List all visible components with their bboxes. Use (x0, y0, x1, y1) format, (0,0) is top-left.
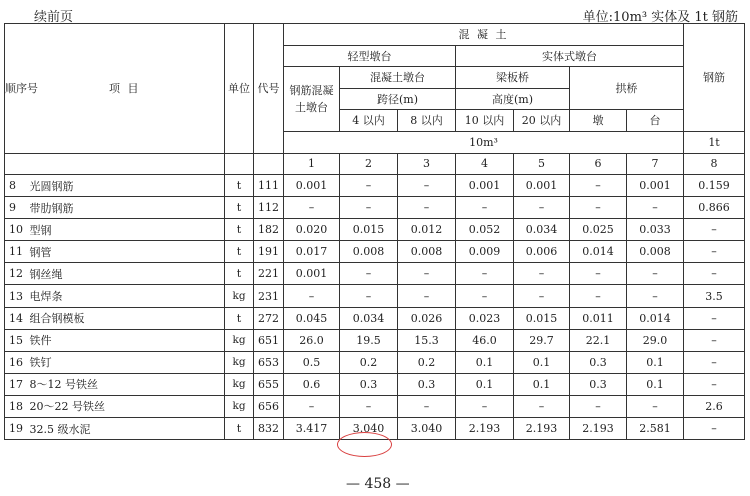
row-value: 0.866 (684, 197, 745, 219)
row-value: – (340, 175, 398, 197)
table-row (5, 175, 745, 197)
row-value: 0.1 (456, 373, 514, 395)
row-value: 0.001 (456, 175, 514, 197)
header-blank-code (254, 153, 284, 175)
row-value: 0.001 (627, 175, 684, 197)
row-item: 电焊条 (26, 285, 225, 307)
col-number: 2 (340, 153, 398, 175)
header-span-8: 8 以内 (398, 110, 456, 132)
header-abutment: 台 (627, 110, 684, 132)
header-code: 代号 (254, 24, 284, 154)
row-value: – (284, 285, 340, 307)
row-value: – (627, 263, 684, 285)
header-item: 项 目 (26, 24, 225, 154)
row-value: 19.5 (340, 329, 398, 351)
header-unit: 单位 (225, 24, 254, 154)
row-value: 0.001 (284, 175, 340, 197)
header-height: 高度(m) (456, 88, 570, 110)
row-seq: 19 (5, 418, 26, 440)
row-value: 0.3 (570, 351, 627, 373)
row-value: – (627, 395, 684, 417)
col-number: 1 (284, 153, 340, 175)
row-value: 0.015 (340, 219, 398, 241)
row-seq: 9 (5, 197, 26, 219)
row-value: – (627, 197, 684, 219)
row-item: 铁件 (26, 329, 225, 351)
row-item: 带肋钢筋 (26, 197, 225, 219)
row-value: – (570, 197, 627, 219)
row-seq: 10 (5, 219, 26, 241)
unit-note: 单位:10m³ 实体及 1t 钢筋 (582, 10, 738, 25)
col-number: 7 (627, 153, 684, 175)
row-value: – (684, 351, 745, 373)
row-value: – (456, 197, 514, 219)
row-code: 112 (254, 197, 284, 219)
row-value: 3.040 (398, 418, 456, 440)
header-light-abutment: 轻型墩台 (284, 45, 456, 67)
row-code: 221 (254, 263, 284, 285)
row-value: 0.014 (627, 307, 684, 329)
row-code: 272 (254, 307, 284, 329)
header-span: 跨径(m) (340, 88, 456, 110)
header-pier: 墩 (570, 110, 627, 132)
row-item: 光圆钢筋 (26, 175, 225, 197)
row-value: – (340, 197, 398, 219)
row-code: 655 (254, 373, 284, 395)
row-value: – (684, 418, 745, 440)
row-value: 0.1 (514, 351, 570, 373)
header-rebar: 钢筋 (684, 24, 745, 132)
row-seq: 17 (5, 373, 26, 395)
row-unit: kg (225, 351, 254, 373)
table-body (5, 175, 745, 440)
row-seq: 15 (5, 329, 26, 351)
row-value: 0.011 (570, 307, 627, 329)
row-value: – (570, 395, 627, 417)
row-value: – (684, 373, 745, 395)
table-row (5, 263, 745, 285)
table-row (5, 307, 745, 329)
header-height-20: 20 以内 (514, 110, 570, 132)
row-unit: t (225, 175, 254, 197)
row-value: 0.2 (398, 351, 456, 373)
row-code: 191 (254, 241, 284, 263)
row-value: – (514, 263, 570, 285)
row-item: 型钢 (26, 219, 225, 241)
row-unit: kg (225, 373, 254, 395)
row-value: 0.1 (514, 373, 570, 395)
row-unit: t (225, 241, 254, 263)
row-unit: t (225, 307, 254, 329)
row-code: 231 (254, 285, 284, 307)
row-value: – (570, 285, 627, 307)
row-value: 0.008 (398, 241, 456, 263)
header-rc-abutment: 钢筋混凝土墩台 (284, 67, 340, 132)
row-seq: 14 (5, 307, 26, 329)
header-unit-1t: 1t (684, 131, 745, 153)
table-row (5, 285, 745, 307)
header-solid-abutment: 实体式墩台 (456, 45, 684, 67)
row-value: 0.052 (456, 219, 514, 241)
row-value: – (340, 285, 398, 307)
row-value: – (398, 263, 456, 285)
row-seq: 18 (5, 395, 26, 417)
row-seq: 8 (5, 175, 26, 197)
highlight-circle (337, 432, 392, 457)
row-value: – (284, 395, 340, 417)
row-value: – (514, 197, 570, 219)
row-value: 0.6 (284, 373, 340, 395)
row-value: – (284, 197, 340, 219)
table-row (5, 219, 745, 241)
row-value: 2.193 (514, 418, 570, 440)
col-number: 3 (398, 153, 456, 175)
row-value: – (570, 175, 627, 197)
row-value: 0.026 (398, 307, 456, 329)
row-value: 3.040 (340, 418, 398, 440)
row-value: 0.045 (284, 307, 340, 329)
row-value: – (340, 263, 398, 285)
row-item: 20～22 号铁丝 (26, 395, 225, 417)
row-value: 0.006 (514, 241, 570, 263)
row-value: 0.1 (627, 351, 684, 373)
row-unit: kg (225, 285, 254, 307)
row-value: 0.017 (284, 241, 340, 263)
row-value: 26.0 (284, 329, 340, 351)
row-value: 2.581 (627, 418, 684, 440)
header-height-10: 10 以内 (456, 110, 514, 132)
row-value: 0.015 (514, 307, 570, 329)
row-value: – (684, 329, 745, 351)
row-code: 653 (254, 351, 284, 373)
row-code: 111 (254, 175, 284, 197)
row-value: – (684, 263, 745, 285)
row-value: – (456, 395, 514, 417)
row-value: 0.001 (514, 175, 570, 197)
row-value: 0.009 (456, 241, 514, 263)
row-code: 656 (254, 395, 284, 417)
row-value: – (398, 395, 456, 417)
row-code: 182 (254, 219, 284, 241)
row-value: 2.193 (570, 418, 627, 440)
row-unit: t (225, 219, 254, 241)
row-value: – (684, 307, 745, 329)
header-concrete-abutment: 混凝土墩台 (340, 67, 456, 89)
col-number: 5 (514, 153, 570, 175)
row-item: 钢丝绳 (26, 263, 225, 285)
row-code: 832 (254, 418, 284, 440)
row-value: 22.1 (570, 329, 627, 351)
row-unit: t (225, 263, 254, 285)
row-value: 0.008 (340, 241, 398, 263)
row-value: 2.6 (684, 395, 745, 417)
row-value: 0.5 (284, 351, 340, 373)
col-number: 4 (456, 153, 514, 175)
row-seq: 12 (5, 263, 26, 285)
row-value: 0.001 (284, 263, 340, 285)
row-value: – (456, 263, 514, 285)
row-value: 0.023 (456, 307, 514, 329)
row-unit: kg (225, 395, 254, 417)
row-value: 0.3 (570, 373, 627, 395)
row-value: 15.3 (398, 329, 456, 351)
row-value: – (456, 285, 514, 307)
row-value: 3.5 (684, 285, 745, 307)
table-row (5, 373, 745, 395)
row-value: 0.014 (570, 241, 627, 263)
col-number: 8 (684, 153, 745, 175)
row-value: 0.1 (627, 373, 684, 395)
row-value: 0.159 (684, 175, 745, 197)
header-beam-bridge: 梁板桥 (456, 67, 570, 89)
row-value: 0.2 (340, 351, 398, 373)
row-item: 铁钉 (26, 351, 225, 373)
row-value: 0.020 (284, 219, 340, 241)
header-blank-unit (225, 153, 254, 175)
row-value: 46.0 (456, 329, 514, 351)
header-arch-bridge: 拱桥 (570, 67, 684, 110)
row-value: 29.7 (514, 329, 570, 351)
table-row (5, 395, 745, 417)
header-blank-item (26, 153, 225, 175)
header-unit-10m3: 10m³ (284, 131, 684, 153)
row-item: 32.5 级水泥 (26, 418, 225, 440)
row-seq: 13 (5, 285, 26, 307)
row-value: – (514, 395, 570, 417)
row-value: 0.025 (570, 219, 627, 241)
row-value: – (514, 285, 570, 307)
col-number: 6 (570, 153, 627, 175)
row-value: – (340, 395, 398, 417)
row-unit: t (225, 418, 254, 440)
row-value: 0.034 (514, 219, 570, 241)
table-row (5, 241, 745, 263)
row-value: – (570, 263, 627, 285)
table-row (5, 329, 745, 351)
row-item: 组合钢模板 (26, 307, 225, 329)
row-value: 0.012 (398, 219, 456, 241)
row-value: 0.033 (627, 219, 684, 241)
row-value: – (398, 175, 456, 197)
row-seq: 11 (5, 241, 26, 263)
row-value: – (398, 285, 456, 307)
row-value: 0.034 (340, 307, 398, 329)
header-blank-seq (5, 153, 26, 175)
row-seq: 16 (5, 351, 26, 373)
row-value: – (684, 241, 745, 263)
quota-table (4, 23, 745, 440)
header-seq: 顺序号 (5, 24, 26, 154)
row-value: – (627, 285, 684, 307)
row-value: 0.1 (456, 351, 514, 373)
row-value: 3.417 (284, 418, 340, 440)
continued-label: 续前页 (34, 10, 74, 25)
row-value: 2.193 (456, 418, 514, 440)
header-concrete: 混 凝 土 (284, 24, 684, 46)
row-unit: t (225, 197, 254, 219)
table-row (5, 351, 745, 373)
row-code: 651 (254, 329, 284, 351)
row-value: 0.3 (340, 373, 398, 395)
row-item: 8～12 号铁丝 (26, 373, 225, 395)
row-unit: kg (225, 329, 254, 351)
table-header (5, 24, 745, 175)
row-item: 钢管 (26, 241, 225, 263)
table-row (5, 197, 745, 219)
row-value: – (398, 197, 456, 219)
row-value: 0.008 (627, 241, 684, 263)
row-value: 29.0 (627, 329, 684, 351)
header-span-4: 4 以内 (340, 110, 398, 132)
page-number: — 458 — (346, 476, 410, 492)
row-value: – (684, 219, 745, 241)
row-value: 0.3 (398, 373, 456, 395)
